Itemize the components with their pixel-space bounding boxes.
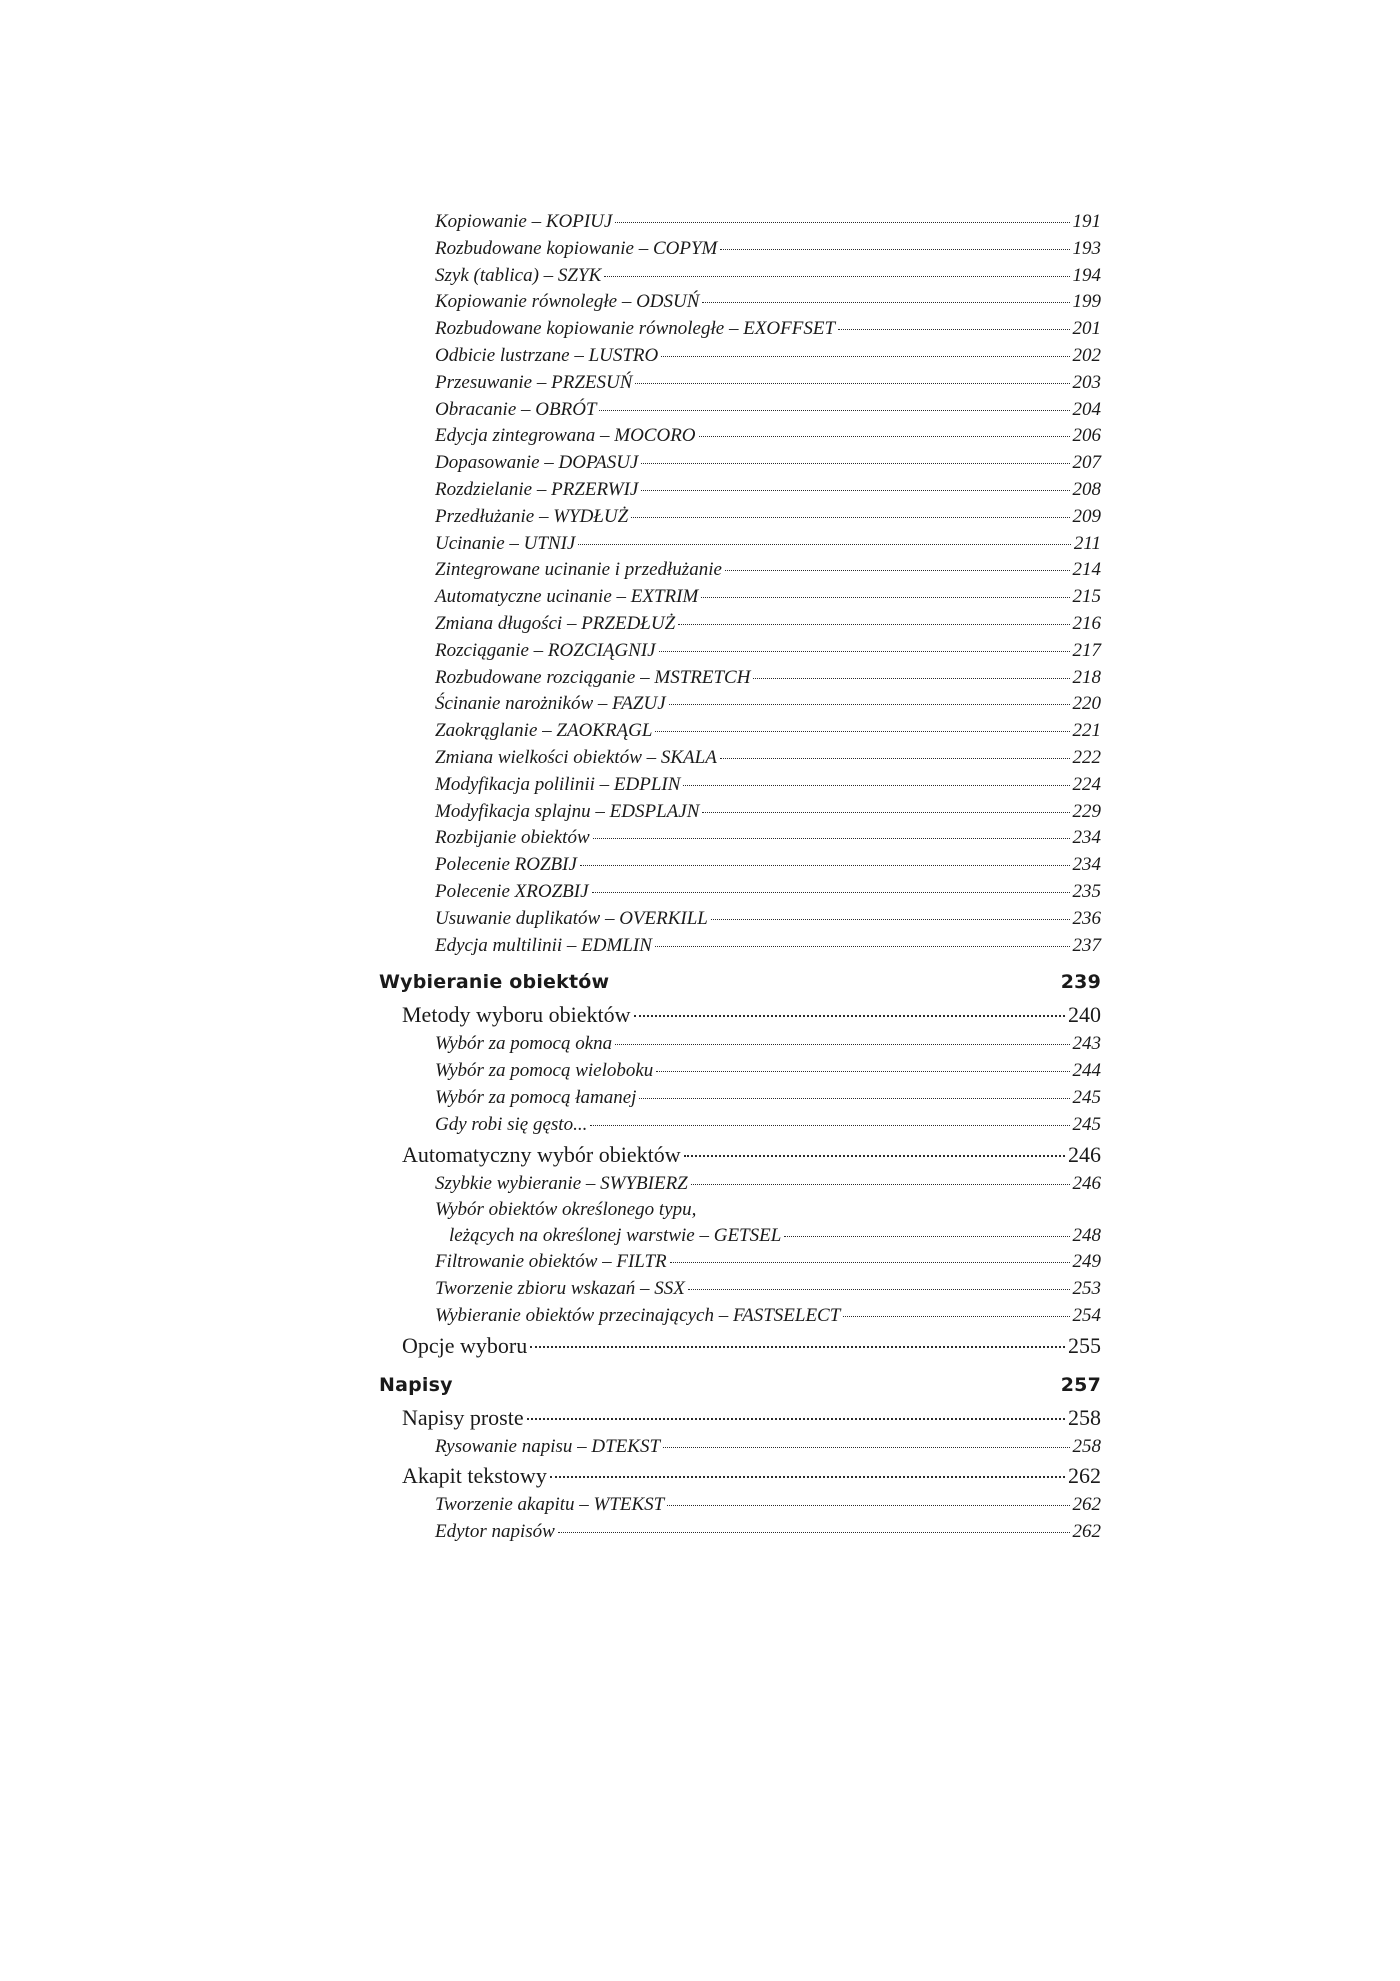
toc-section-entry[interactable]: [379, 999, 1101, 1031]
toc-subsection-list: [379, 1492, 1101, 1546]
toc-section-entry[interactable]: [379, 1330, 1101, 1362]
dot-leader: [635, 383, 1069, 384]
toc-section-entry[interactable]: [379, 1139, 1101, 1171]
subsection-title: Usuwanie duplikatów – OVERKILL: [435, 907, 708, 929]
dot-leader: [701, 597, 1069, 598]
subsection-page: 199: [1072, 291, 1101, 313]
chapter-title: Wybieranie obiektów: [379, 971, 610, 994]
subsection-title: Ścinanie narożników – FAZUJ: [435, 693, 666, 715]
subsection-title: Modyfikacja polilinii – EDPLIN: [435, 773, 681, 795]
subsection-title: Gdy robi się gęsto...: [435, 1113, 588, 1135]
dot-leader: [641, 463, 1069, 464]
subsection-page: 214: [1072, 559, 1101, 581]
toc-subsection-entry[interactable]: [379, 1249, 1101, 1276]
dot-leader: [580, 865, 1070, 866]
section-page: 246: [1068, 1141, 1101, 1167]
toc-subsection-entry[interactable]: [379, 665, 1101, 692]
subsection-page: 224: [1072, 773, 1101, 795]
section-title: Metody wyboru obiektów: [402, 1002, 631, 1028]
dot-leader: [753, 678, 1069, 679]
subsection-title-line2: leżących na określonej warstwie – GETSEL: [449, 1225, 782, 1247]
subsection-page: 262: [1072, 1494, 1101, 1516]
dot-leader: [604, 276, 1069, 277]
subsection-title: Kopiowanie równoległe – ODSUŃ: [435, 291, 700, 313]
subsection-page: 244: [1072, 1060, 1101, 1082]
toc-section-entry[interactable]: [379, 1402, 1101, 1434]
dot-leader: [592, 892, 1070, 893]
subsection-title: Kopiowanie – KOPIUJ: [435, 211, 613, 232]
subsection-page: 220: [1072, 693, 1101, 715]
subsection-page: 235: [1072, 880, 1101, 902]
subsection-title: Rozbudowane rozciąganie – MSTRETCH: [435, 666, 751, 688]
toc-subsection-entry[interactable]: [379, 289, 1101, 316]
toc-subsection-entry[interactable]: [379, 1519, 1101, 1546]
dot-leader: [530, 1346, 1065, 1348]
dot-leader: [639, 1098, 1069, 1099]
dot-leader: [720, 758, 1070, 759]
toc-subsection-entry[interactable]: [379, 1031, 1101, 1058]
toc-section-entry[interactable]: [379, 1460, 1101, 1492]
dot-leader: [688, 1289, 1070, 1290]
subsection-page: 194: [1072, 264, 1101, 286]
subsection-title: Wybór za pomocą okna: [435, 1033, 613, 1055]
section-title: Opcje wyboru: [402, 1332, 528, 1358]
subsection-page: 218: [1072, 666, 1101, 688]
subsection-title: Wybór za pomocą łamanej: [435, 1086, 637, 1108]
dot-leader: [691, 1184, 1070, 1185]
toc-subsection-entry[interactable]: [379, 799, 1101, 826]
dot-leader: [659, 651, 1070, 652]
dot-leader: [843, 1316, 1069, 1317]
dot-leader: [641, 490, 1069, 491]
subsection-page: 249: [1072, 1251, 1101, 1273]
chapter-heading-text[interactable]: [379, 1370, 1101, 1400]
toc-subsection-entry[interactable]: [379, 343, 1101, 370]
dot-leader: [578, 544, 1071, 545]
subsection-title: Polecenie ROZBIJ: [435, 854, 577, 876]
toc-subsection-entry[interactable]: [379, 718, 1101, 745]
subsection-page: 245: [1072, 1113, 1101, 1135]
subsection-page: 193: [1072, 237, 1101, 259]
subsection-title: Szyk (tablica) – SZYK: [435, 264, 602, 286]
subsection-title: Edycja multilinii – EDMLIN: [435, 934, 652, 956]
dot-leader: [656, 1071, 1069, 1072]
subsection-title: Szybkie wybieranie – SWYBIERZ: [435, 1172, 688, 1194]
subsection-page: 248: [1072, 1225, 1101, 1247]
subsection-page: 217: [1072, 639, 1101, 661]
dot-leader: [661, 356, 1069, 357]
dot-leader: [678, 624, 1069, 625]
toc-subsection-entry[interactable]: [379, 1058, 1101, 1085]
toc-subsection-entry[interactable]: [379, 1085, 1101, 1112]
section-page: 262: [1068, 1463, 1101, 1489]
subsection-title: Ucinanie – UTNIJ: [435, 532, 576, 554]
toc-subsection-entry[interactable]: [379, 504, 1101, 531]
subsection-page: 258: [1072, 1435, 1101, 1457]
subsection-page: 236: [1072, 907, 1101, 929]
toc-subsection-entry[interactable]: [379, 852, 1101, 879]
subsection-page: 208: [1072, 478, 1101, 500]
subsection-page: 243: [1072, 1033, 1101, 1055]
chapter-heading-selection[interactable]: [379, 967, 1101, 997]
section-title: Napisy proste: [402, 1404, 524, 1430]
toc-subsection-entry[interactable]: [379, 879, 1101, 906]
section-title: Akapit tekstowy: [402, 1463, 547, 1489]
dot-leader: [667, 1505, 1069, 1506]
dot-leader: [599, 410, 1069, 411]
dot-leader: [590, 1125, 1069, 1126]
subsection-page: 222: [1072, 746, 1101, 768]
toc-subsection-entry[interactable]: [379, 1171, 1101, 1198]
subsection-page: 191: [1072, 211, 1101, 232]
toc-subsection-entry[interactable]: [379, 1276, 1101, 1303]
dot-leader: [784, 1236, 1069, 1237]
dot-leader: [683, 785, 1069, 786]
subsection-title: Tworzenie zbioru wskazań – SSX: [435, 1278, 685, 1300]
subsection-page: 216: [1072, 612, 1101, 634]
dot-leader: [669, 704, 1070, 705]
dot-leader: [684, 1155, 1065, 1157]
subsection-page: 221: [1072, 720, 1101, 742]
subsection-title: Automatyczne ucinanie – EXTRIM: [435, 586, 699, 608]
toc-subsection-entry-continuation[interactable]: [379, 1223, 1101, 1249]
toc-subsection-entry[interactable]: [379, 1492, 1101, 1519]
subsection-title: Rozciąganie – ROZCIĄGNIJ: [435, 639, 656, 661]
dot-leader: [615, 222, 1069, 223]
dot-leader: [631, 517, 1069, 518]
dot-leader: [655, 731, 1069, 732]
toc-subsection-entry[interactable]: [379, 638, 1101, 665]
subsection-title: Edytor napisów: [435, 1521, 555, 1543]
toc-subsection-entry[interactable]: [379, 933, 1101, 960]
toc-subsection-entry[interactable]: [379, 423, 1101, 450]
toc-subsection-entry[interactable]: [379, 370, 1101, 397]
subsection-title: Modyfikacja splajnu – EDSPLAJN: [435, 800, 700, 822]
subsection-page: 211: [1073, 532, 1101, 554]
subsection-page: 262: [1072, 1521, 1101, 1543]
subsection-page: 215: [1072, 586, 1101, 608]
section-page: 255: [1068, 1332, 1101, 1358]
subsection-page: 234: [1072, 827, 1101, 849]
subsection-title: Tworzenie akapitu – WTEKST: [435, 1494, 665, 1516]
table-of-contents: [379, 209, 1101, 1546]
toc-subsection-entry[interactable]: [379, 397, 1101, 424]
subsection-title: Polecenie XROZBIJ: [435, 880, 589, 902]
subsection-title: Rozbudowane kopiowanie – COPYM: [435, 237, 718, 259]
subsection-page: 209: [1072, 505, 1101, 527]
toc-subsection-entry[interactable]: [379, 772, 1101, 799]
chapter-page: 257: [1060, 1373, 1101, 1396]
dot-leader: [838, 329, 1069, 330]
subsection-title: Zmiana wielkości obiektów – SKALA: [435, 746, 717, 768]
subsection-page: 203: [1072, 371, 1101, 393]
subsection-page: 202: [1072, 344, 1101, 366]
subsection-title-line1: Wybór obiektów określonego typu,: [435, 1199, 697, 1221]
subsection-title: Rozbudowane kopiowanie równoległe – EXOFFSET: [435, 318, 836, 340]
dot-leader: [699, 436, 1070, 437]
toc-subsection-entry[interactable]: [379, 745, 1101, 772]
toc-subsection-entry[interactable]: [379, 263, 1101, 290]
dot-leader: [663, 1447, 1069, 1448]
chapter-page: 239: [1060, 971, 1101, 994]
subsection-title: Zaokrąglanie – ZAOKRĄGL: [435, 720, 653, 742]
subsection-title: Edycja zintegrowana – MOCORO: [435, 425, 696, 447]
subsection-title: Rozdzielanie – PRZERWIJ: [435, 478, 639, 500]
dot-leader: [725, 570, 1070, 571]
dot-leader: [593, 838, 1070, 839]
subsection-page: 204: [1072, 398, 1101, 420]
subsection-title: Zmiana długości – PRZEDŁUŻ: [435, 612, 676, 634]
toc-subsection-entry[interactable]: [379, 1434, 1101, 1461]
section-page: 258: [1068, 1404, 1101, 1430]
dot-leader: [550, 1476, 1065, 1478]
subsection-page: 201: [1072, 318, 1101, 340]
subsection-page: 254: [1072, 1304, 1101, 1326]
subsection-page: 207: [1072, 452, 1101, 474]
subsection-title: Dopasowanie – DOPASUJ: [435, 452, 639, 474]
section-page: 240: [1068, 1002, 1101, 1028]
toc-subsection-entry[interactable]: [379, 316, 1101, 343]
toc-block-modify: [379, 209, 1101, 959]
subsection-title: Przesuwanie – PRZESUŃ: [435, 371, 633, 393]
toc-subsection-entry[interactable]: [379, 531, 1101, 558]
dot-leader: [527, 1418, 1065, 1420]
subsection-title: Zintegrowane ucinanie i przedłużanie: [435, 559, 722, 581]
subsection-title: Rozbijanie obiektów: [435, 827, 590, 849]
dot-leader: [558, 1532, 1070, 1533]
dot-leader: [702, 812, 1069, 813]
toc-subsection-entry[interactable]: [379, 584, 1101, 611]
toc-subsection-entry[interactable]: [379, 477, 1101, 504]
toc-subsection-entry[interactable]: [379, 209, 1101, 236]
dot-leader: [615, 1044, 1069, 1045]
toc-subsection-list: [379, 1434, 1101, 1461]
toc-subsection-entry[interactable]: [379, 825, 1101, 852]
subsection-title: Rysowanie napisu – DTEKST: [435, 1435, 661, 1457]
dot-leader: [655, 946, 1070, 947]
dot-leader: [634, 1015, 1065, 1017]
section-title: Automatyczny wybór obiektów: [402, 1141, 681, 1167]
dot-leader: [702, 302, 1069, 303]
chapter-title: Napisy: [379, 1373, 453, 1396]
subsection-page: 234: [1072, 854, 1101, 876]
dot-leader: [670, 1262, 1070, 1263]
subsection-page: 253: [1072, 1278, 1101, 1300]
subsection-title: Wybór za pomocą wieloboku: [435, 1060, 654, 1082]
toc-subsection-entry[interactable]: [379, 691, 1101, 718]
toc-subsection-entry[interactable]: [379, 611, 1101, 638]
subsection-page: 206: [1072, 425, 1101, 447]
toc-subsection-list: [379, 1031, 1101, 1138]
toc-subsection-entry[interactable]: [379, 1303, 1101, 1330]
toc-subsection-list: [379, 1249, 1101, 1329]
subsection-page: 245: [1072, 1086, 1101, 1108]
dot-leader: [720, 249, 1069, 250]
subsection-page: 229: [1072, 800, 1101, 822]
subsection-title: Przedłużanie – WYDŁUŻ: [435, 505, 629, 527]
subsection-page: 246: [1072, 1172, 1101, 1194]
subsection-title: Obracanie – OBRÓT: [435, 398, 597, 420]
subsection-title: Odbicie lustrzane – LUSTRO: [435, 344, 659, 366]
subsection-page: 237: [1072, 934, 1101, 956]
dot-leader: [711, 919, 1070, 920]
subsection-title: Wybieranie obiektów przecinających – FASTSELECT: [435, 1304, 841, 1326]
toc-subsection-entry[interactable]: [379, 236, 1101, 263]
toc-subsection-entry[interactable]: [379, 1112, 1101, 1139]
toc-subsection-entry[interactable]: [379, 906, 1101, 933]
toc-subsection-entry[interactable]: [379, 557, 1101, 584]
subsection-title: Filtrowanie obiektów – FILTR: [435, 1251, 667, 1273]
toc-subsection-entry-multiline[interactable]: [379, 1197, 1101, 1223]
toc-subsection-entry[interactable]: [379, 450, 1101, 477]
